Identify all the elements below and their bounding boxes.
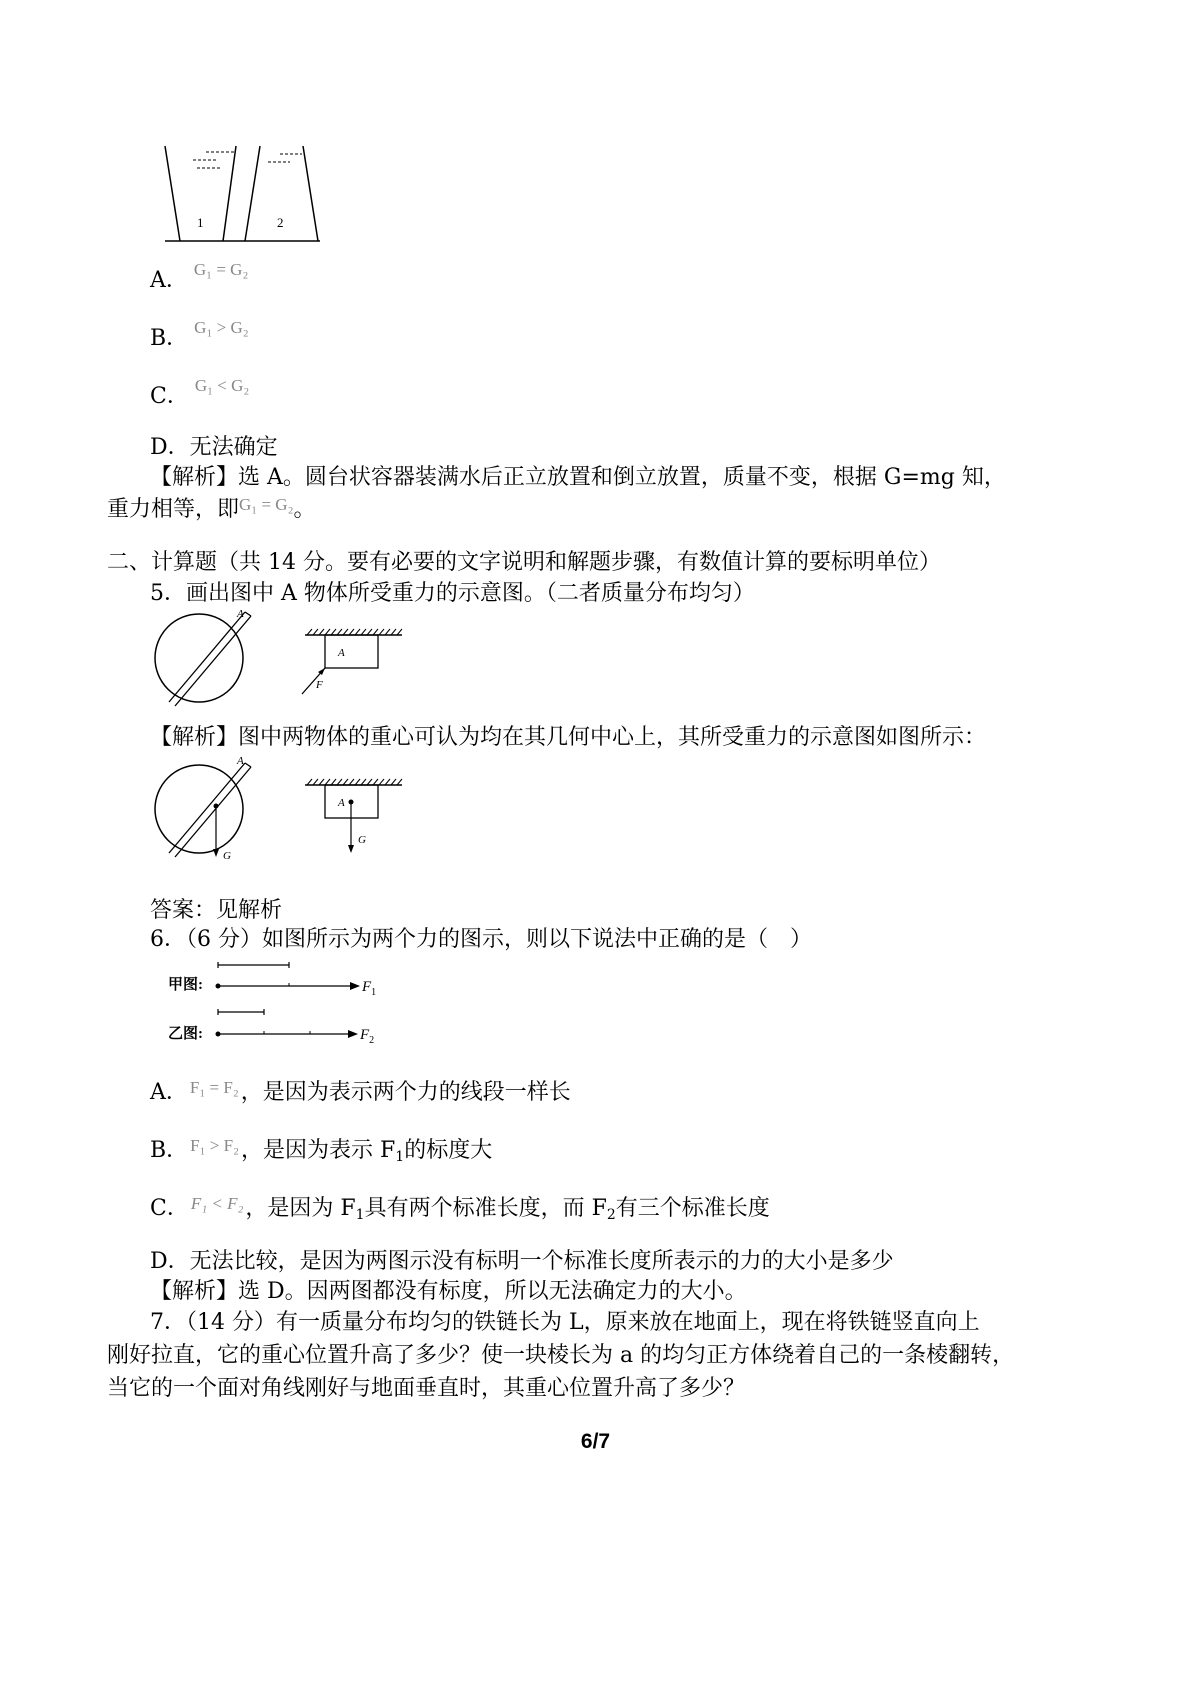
q4-option-d: D．无法确定 xyxy=(150,435,278,460)
q6-option-a: A． $^{F_1 = F_2}$，是因为表示两个力的线段一样长 xyxy=(150,1078,571,1105)
q5-answer: 答案：见解析 xyxy=(150,898,283,923)
q7-line2: 刚好拉直，它的重心位置升高了多少？使一块棱长为 a 的均匀正方体绕着自己的一条棱翻转， xyxy=(107,1343,1015,1368)
section2-heading: 二、计算题（共 14 分。要有必要的文字说明和解题步骤，有数值计算的要标明单位） xyxy=(107,550,941,575)
q5-question-figure xyxy=(150,608,410,708)
answer-rod-label-a: A xyxy=(237,755,244,767)
rod-label-a: A xyxy=(237,608,244,620)
q4-containers-figure xyxy=(160,140,325,246)
container-2-label: 2 xyxy=(277,215,284,230)
q6-option-d: D．无法比较，是因为两图示没有标明一个标准长度所表示的力的大小是多少 xyxy=(150,1249,894,1274)
page-number: 6/7 xyxy=(580,1430,611,1453)
q5-stem: 5．画出图中 A 物体所受重力的示意图。（二者质量分布均匀） xyxy=(150,581,755,606)
q4-analysis-line2: 重力相等，即$^{G_1 = G_2}$。 xyxy=(107,495,316,522)
box-label-a: A xyxy=(338,647,345,659)
q4-option-c: C． $^{G_1 < G_2}$ xyxy=(150,376,250,409)
q6-option-b: B． $^{F_1 > F_2}$，是因为表示 $F_1$的标度大 xyxy=(150,1136,493,1165)
q4-analysis-line1: 【解析】选 A。圆台状容器装满水后正立放置和倒立放置，质量不变，根据 G=mg 知， xyxy=(150,465,1006,490)
answer-rod-label-g: G xyxy=(223,850,231,862)
q6-stem: 6．（6 分）如图所示为两个力的图示，则以下说法中正确的是（ ） xyxy=(150,927,812,952)
row1-label: 甲图: xyxy=(168,977,203,993)
q5-analysis: 【解析】图中两物体的重心可认为均在其几何中心上，其所受重力的示意图如图所示： xyxy=(150,725,987,750)
q4-option-a: A． $^{G_1 = G_2}$ xyxy=(150,260,249,293)
q7-line1: 7．（14 分）有一质量分布均匀的铁链长为 L，原来放在地面上，现在将铁链竖直向上 xyxy=(150,1310,980,1335)
row2-force: $F_2$ xyxy=(360,1027,375,1045)
row2-label: 乙图: xyxy=(168,1026,203,1042)
force-label-f: F xyxy=(316,679,323,691)
q7-line3: 当它的一个面对角线刚好与地面垂直时，其重心位置升高了多少？ xyxy=(107,1376,746,1401)
q4-option-b: B． $^{G_1 > G_2}$ xyxy=(150,318,249,351)
container-1-label: 1 xyxy=(197,215,204,230)
q6-force-figure xyxy=(165,960,395,1045)
q6-option-c: C． $^{F_1 < F_2}$，是因为 $F_1$具有两个标准长度，而 $F_2$有三个标准长度 xyxy=(150,1194,770,1223)
row1-force: $F_1$ xyxy=(362,979,377,998)
q6-analysis: 【解析】选 D。因两图都没有标度，所以无法确定力的大小。 xyxy=(150,1279,747,1304)
answer-box-label-a: A xyxy=(338,797,345,809)
q5-answer-figure xyxy=(150,753,410,868)
answer-box-label-g: G xyxy=(358,834,366,846)
